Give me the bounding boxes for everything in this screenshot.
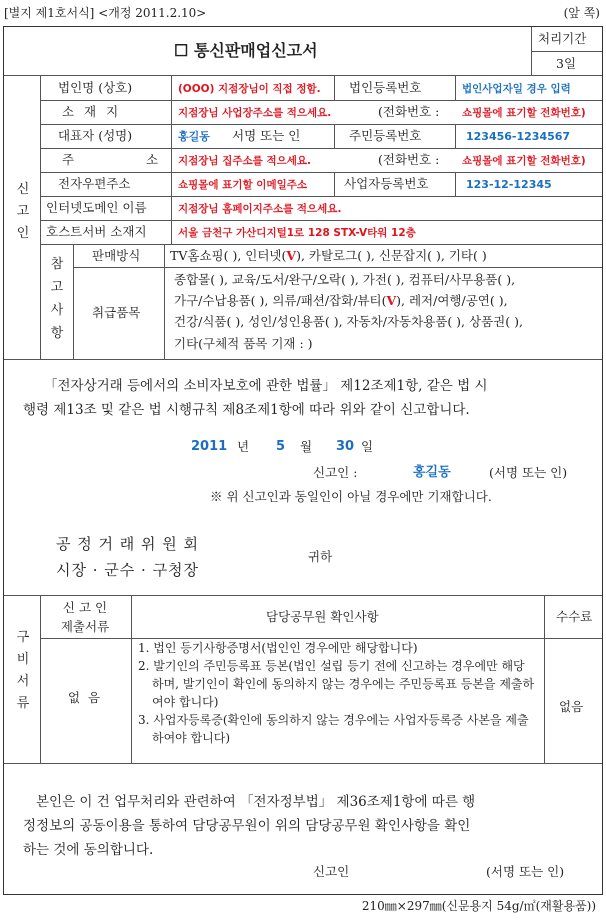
declarant-sign-hint: (서명 또는 인) xyxy=(489,465,568,480)
check-item-1: 1. 법인 등기사항증명서(법인인 경우에만 해당합니다) xyxy=(138,641,418,655)
fee-value: 없음 xyxy=(559,699,584,714)
representative-sign-label: 서명 또는 인 xyxy=(232,128,301,143)
company-name-value[interactable]: (OOO) 지점장님이 직접 정함. xyxy=(178,83,321,95)
host-server-value[interactable]: 서울 금천구 가산디지털1로 128 STX-V타워 12층 xyxy=(178,227,416,239)
consent-line-1: 본인은 이 건 업무처리와 관련하여 「전자정부법」 제36조제1항에 따른 행 xyxy=(36,794,476,810)
date-year-unit: 년 xyxy=(237,439,250,454)
corp-reg-no-value[interactable]: 법인사업자일 경우 입력 xyxy=(462,83,571,95)
declarant-name[interactable]: 홍길동 xyxy=(413,465,451,480)
corp-reg-no-label: 법인등록번호 xyxy=(349,80,422,95)
official-check-list xyxy=(138,639,536,747)
address-value[interactable]: 지점장님 집주소를 적으세요. xyxy=(178,155,312,167)
recipient-line-2: 시장 · 군수 · 구청장 xyxy=(56,561,200,579)
company-name-label: 법인명 (상호) xyxy=(58,80,133,95)
location-label: 소 재 지 xyxy=(62,104,122,119)
submit-docs-header: 신 고 인 제출서류 xyxy=(60,600,110,634)
resident-reg-no-label: 주민등록번호 xyxy=(349,128,422,143)
resident-reg-no-value[interactable]: 123456-1234567 xyxy=(466,130,571,143)
date-month-unit: 월 xyxy=(300,439,313,454)
email-value[interactable]: 쇼핑몰에 표기할 이메일주소 xyxy=(178,179,308,191)
location-phone-label: (전화번호 : xyxy=(378,104,440,119)
domain-value[interactable]: 지점장님 홈페이지주소를 적으세요. xyxy=(178,203,342,215)
address-phone-value[interactable]: 쇼핑몰에 표기할 전화번호) xyxy=(462,155,586,167)
declarant-sign-label: 신고인 : xyxy=(313,465,358,480)
address-phone-label: (전화번호 : xyxy=(378,152,440,167)
honorific: 귀하 xyxy=(308,549,333,564)
email-label: 전자우편주소 xyxy=(58,176,131,191)
recipient-line-1: 공 정 거 래 위 원 회 xyxy=(56,535,200,553)
representative-label: 대표자 (성명) xyxy=(58,128,133,143)
items-label: 취급품목 xyxy=(92,305,141,320)
declaration-line-2: 행령 제13조 및 같은 법 시행규칙 제8조제1항에 따라 위와 같이 신고합니다. xyxy=(23,402,470,418)
declarant-side-label: 신고인 xyxy=(16,182,30,241)
form-title: ☐ 통신판매업신고서 xyxy=(174,41,318,60)
date-day[interactable]: 30 xyxy=(336,439,355,454)
paper-spec: 210㎜×297㎜(신문용지 54g/㎡(재활용품)) xyxy=(361,899,596,913)
sales-method-options[interactable]: TV홈쇼핑( ), 인터넷(V), 카탈로그( ), 신문잡지( ), 기타( ) xyxy=(170,248,487,263)
representative-name[interactable]: 홍길동 xyxy=(178,130,210,143)
domain-label: 인터넷도메인 이름 xyxy=(46,200,147,215)
items-line-4[interactable]: 기타(구체적 품목 기재 : ) xyxy=(174,336,313,351)
processing-period-value: 3일 xyxy=(556,56,577,71)
internet-check-mark: V xyxy=(286,248,297,263)
check-item-3: 3. 사업자등록증(확인에 동의하지 않는 경우에는 사업자등록증 사본을 제출하여야 합니다) xyxy=(138,713,529,745)
date-day-unit: 일 xyxy=(361,439,374,454)
location-value[interactable]: 지점장님 사업장주소를 적으세요. xyxy=(178,107,332,119)
fee-header: 수수료 xyxy=(556,609,593,624)
address-label: 주 소 xyxy=(62,152,193,167)
declaration-note: ※ 위 신고인과 동일인이 아닐 경우에만 기재합니다. xyxy=(210,489,492,504)
official-check-header: 담당공무원 확인사항 xyxy=(266,609,379,624)
consent-signer-label: 신고인 xyxy=(313,864,350,879)
page-side-label: (앞 쪽) xyxy=(563,6,600,20)
documents-side-label: 구비서류 xyxy=(16,630,30,711)
sales-method-label: 판매방식 xyxy=(92,248,141,263)
date-month[interactable]: 5 xyxy=(276,439,286,454)
reference-label: 참고사항 xyxy=(50,257,64,341)
items-line-2[interactable]: 가구/수납용품( ), 의류/패션/잡화/뷰티(V), 레저/여행/공연( ), xyxy=(174,293,508,308)
fashion-check-mark: V xyxy=(386,293,397,308)
date-year[interactable]: 2011 xyxy=(191,439,228,454)
check-item-2: 2. 발기인의 주민등록표 등본(법인 설립 등기 전에 신고하는 경우에만 해당하며, 발기인이 확인에 동의하지 않는 경우에는 주민등록표 등본을 제출하여야 합니다) xyxy=(138,659,535,709)
consent-line-2: 정정보의 공동이용을 통하여 담당공무원이 위의 담당공무원 확인사항을 확인 xyxy=(23,818,471,834)
consent-sign-hint: (서명 또는 인) xyxy=(486,864,565,879)
items-line-3[interactable]: 건강/식품( ), 성인/성인용품( ), 자동차/자동차용품( ), 상품권( ), xyxy=(174,314,523,329)
location-phone-value[interactable]: 쇼핑몰에 표기할 전화번호) xyxy=(462,107,586,119)
report-form xyxy=(3,26,603,895)
host-server-label: 호스트서버 소재지 xyxy=(46,224,147,239)
processing-period-label: 처리기간 xyxy=(538,31,587,46)
items-line-1[interactable]: 종합몰( ), 교육/도서/완구/오락( ), 가전( ), 컴퓨터/사무용품( ), xyxy=(174,272,516,287)
declaration-line-1: 「전자상거래 등에서의 소비자보호에 관한 법률」 제12조제1항, 같은 법 시 xyxy=(44,378,488,394)
submit-docs-value: 없 음 xyxy=(68,690,103,705)
biz-reg-no-value[interactable]: 123-12-12345 xyxy=(466,178,552,191)
biz-reg-no-label: 사업자등록번호 xyxy=(344,176,429,191)
form-number: [별지 제1호서식] <개정 2011.2.10> xyxy=(4,6,207,20)
consent-line-3: 하는 것에 동의합니다. xyxy=(23,842,154,858)
